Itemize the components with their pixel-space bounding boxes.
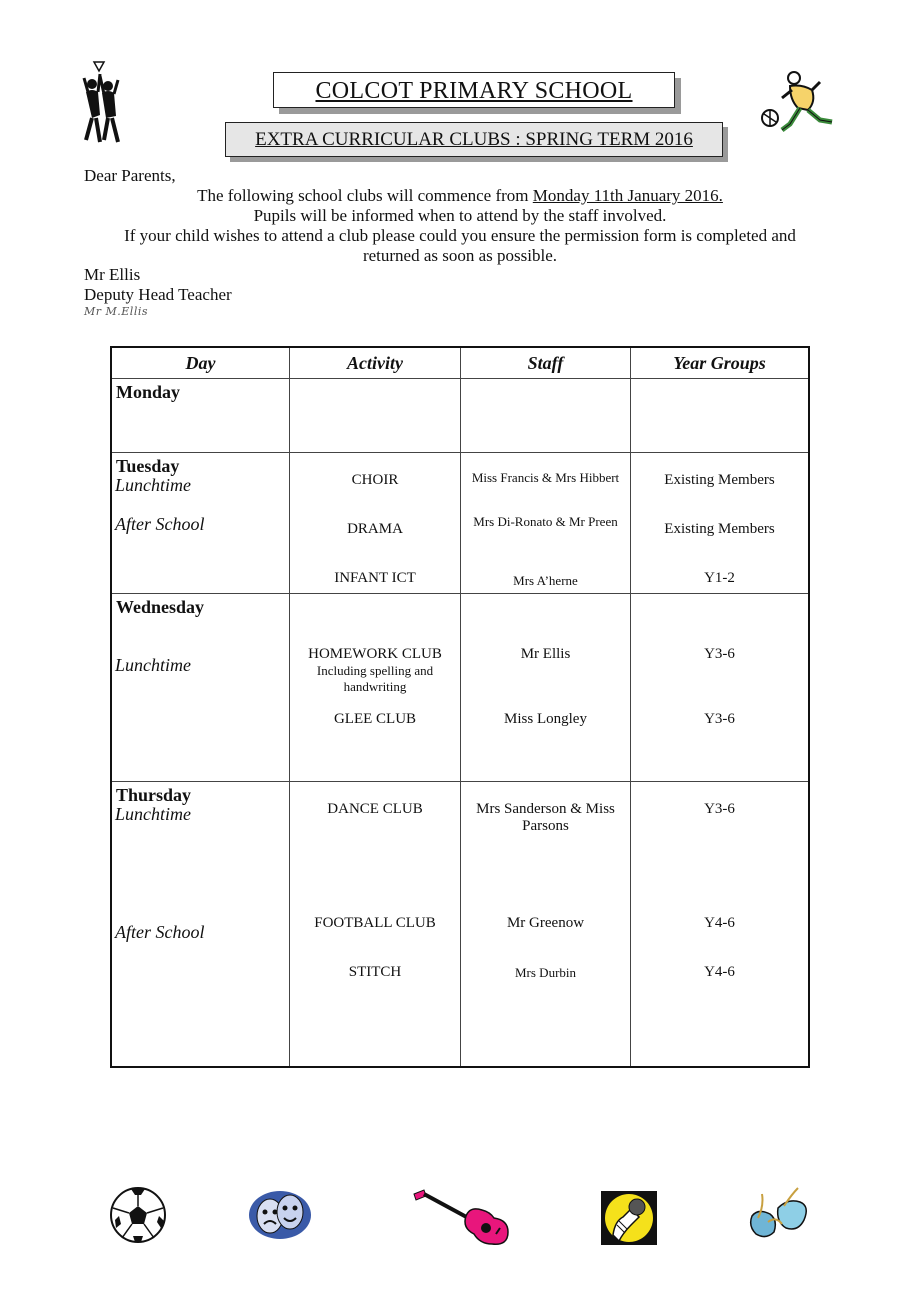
activity-homework-detail-2: handwriting (343, 679, 407, 694)
netball-players-icon (78, 60, 124, 146)
day-tuesday: Tuesday (116, 456, 180, 476)
staff-drama: Mrs Di-Ronato & Mr Preen (473, 514, 618, 529)
activity-drama: DRAMA (347, 521, 403, 537)
header-year-groups: Year Groups (673, 353, 766, 373)
intro-line-1 (84, 186, 836, 206)
intro-line-3: If your child wishes to attend a club please could you ensure the permission form is completed and (124, 226, 796, 245)
school-name: COLCOT PRIMARY SCHOOL (315, 78, 633, 104)
activity-homework-detail: Including spelling and (316, 663, 434, 678)
activity-dance-club: DANCE CLUB (327, 801, 423, 817)
signoff-name: Mr Ellis (84, 265, 141, 284)
years-homework-club: Y3-6 (704, 646, 735, 662)
greeting: Dear Parents, (84, 166, 176, 185)
years-football-club: Y4-6 (704, 915, 735, 931)
subtitle: EXTRA CURRICULAR CLUBS : SPRING TERM 2016 (255, 129, 693, 150)
header-staff: Staff (527, 353, 564, 373)
slot-tuesday-after-school: After School (115, 514, 205, 534)
activity-choir: CHOIR (351, 472, 399, 488)
staff-infant-ict: Mrs A’herne (513, 573, 578, 588)
years-drama: Existing Members (664, 521, 775, 537)
staff-homework-club: Mr Ellis (520, 646, 571, 662)
start-date: Monday 11th January 2016. (532, 186, 723, 205)
activity-glee-club: GLEE CLUB (333, 711, 417, 727)
drama-masks-icon (248, 1190, 312, 1240)
staff-stitch: Mrs Durbin (514, 965, 577, 980)
subtitle-box (225, 122, 723, 157)
slot-tuesday-lunchtime: Lunchtime (115, 475, 191, 495)
staff-dance-club-2: Parsons (522, 818, 569, 834)
activity-football-club: FOOTBALL CLUB (314, 915, 436, 931)
slot-thursday-after-school: After School (115, 922, 205, 942)
intro-line-4: returned as soon as possible. (362, 246, 558, 265)
activity-stitch: STITCH (348, 964, 402, 980)
years-stitch: Y4-6 (704, 964, 735, 980)
signature: Mr M.Ellis (84, 305, 149, 318)
years-glee-club: Y3-6 (704, 711, 735, 727)
years-dance-club: Y3-6 (704, 801, 735, 817)
staff-dance-club: Mrs Sanderson & Miss (476, 801, 615, 817)
header-day: Day (185, 353, 216, 373)
footballer-icon (760, 68, 836, 142)
intro-text: The following school clubs will commence from (197, 186, 533, 205)
staff-choir: Miss Francis & Mrs Hibbert (471, 470, 620, 485)
school-name-box (273, 72, 675, 108)
activity-homework-club: HOMEWORK CLUB (308, 646, 442, 662)
years-choir: Existing Members (664, 472, 775, 488)
signoff-role: Deputy Head Teacher (84, 285, 232, 304)
staff-glee-club: Miss Longley (504, 711, 587, 727)
slot-wednesday-lunchtime: Lunchtime (115, 655, 191, 675)
years-infant-ict: Y1-2 (704, 570, 735, 586)
football-icon (109, 1186, 167, 1244)
dance-shoes-icon (748, 1186, 812, 1242)
staff-football-club: Mr Greenow (506, 915, 585, 931)
header-activity: Activity (347, 353, 403, 373)
intro-line-2: Pupils will be informed when to attend by the staff involved. (253, 206, 667, 225)
activity-infant-ict: INFANT ICT (334, 570, 416, 586)
day-thursday: Thursday (116, 785, 192, 805)
microphone-icon (601, 1191, 657, 1245)
guitar-icon (410, 1188, 512, 1248)
day-wednesday: Wednesday (116, 597, 205, 617)
day-monday: Monday (116, 382, 181, 402)
slot-thursday-lunchtime: Lunchtime (115, 804, 191, 824)
clubs-table (110, 346, 810, 1068)
